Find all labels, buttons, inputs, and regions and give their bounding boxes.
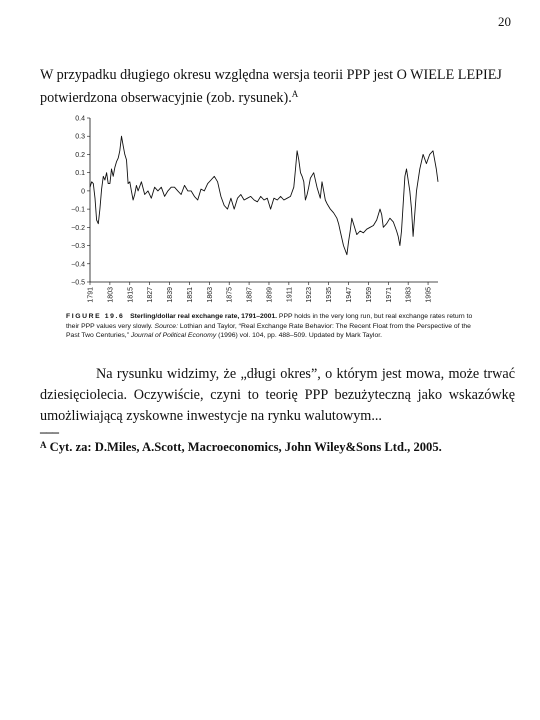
y-tick-label: 0.2 (75, 151, 85, 159)
y-tick-label: 0.3 (75, 133, 85, 141)
footnote-text: Cyt. za: D.Miles, A.Scott, Macroeconomics, John Wiley&Sons Ltd., 2005. (46, 440, 442, 454)
x-tick-label: 1875 (226, 287, 234, 303)
caption-text-3: (1996) vol. 104, pp. 488–509. Updated by Mark Taylor. (216, 332, 382, 339)
y-tick-label: −0.4 (71, 261, 85, 269)
x-tick-label: 1803 (107, 287, 115, 303)
footnote (40, 440, 520, 455)
figure (66, 110, 476, 358)
x-tick-label: 1827 (147, 287, 155, 303)
intro-text: W przypadku długiego okresu względna wersja teorii PPP jest O WIELE LEPIEJ potwierdzona obserwacyjnie (zob. rysunek). (40, 67, 502, 106)
intro-paragraph (40, 66, 520, 108)
caption-text-2: Lothian and Taylor, “Real Exchange Rate Behavior: The Recent Float from the Perspective of the Past Two Centuries,” (66, 322, 471, 339)
exchange-rate-chart (66, 110, 476, 310)
x-tick-label: 1791 (87, 287, 95, 303)
y-tick-label: −0.5 (71, 279, 85, 287)
footnote-mark: A (40, 440, 47, 450)
caption-text-1: PPP holds in the very long run, but real exchange rates return to their PPP values very slowly. (66, 313, 473, 330)
y-tick-label: 0.4 (75, 115, 85, 123)
y-tick-label: 0 (81, 188, 85, 196)
x-tick-label: 1839 (167, 287, 175, 303)
x-tick-label: 1851 (186, 287, 194, 303)
series-line (90, 136, 438, 255)
y-tick-label: −0.1 (71, 206, 85, 214)
page-number: 20 (498, 14, 511, 29)
figure-caption (66, 312, 476, 341)
x-tick-label: 1923 (306, 287, 314, 303)
x-tick-label: 1947 (346, 287, 354, 303)
footnote-ref: A (291, 89, 299, 99)
caption-title: Sterling/dollar real exchange rate, 1791–2001. (130, 313, 278, 320)
x-tick-label: 1971 (385, 287, 393, 303)
y-tick-label: −0.2 (71, 224, 85, 232)
x-tick-label: 1911 (286, 287, 294, 303)
footnote-separator: ––– (40, 425, 58, 440)
x-tick-label: 1863 (206, 287, 214, 303)
x-tick-label: 1899 (266, 287, 274, 303)
y-tick-label: −0.3 (71, 243, 85, 251)
body-paragraph: Na rysunku widzimy, że „długi okres”, o którym jest mowa, może trwać dziesięciolecia. Oczywiście, czyni to teorię PPP bezużyteczną jako wskazówkę umożliwiającą zyskowne inwestycje na rynku walutowym... (40, 366, 515, 424)
y-tick-label: 0.1 (75, 170, 85, 178)
caption-journal: Journal of Political Economy (130, 332, 217, 339)
x-tick-label: 1995 (425, 287, 433, 303)
x-tick-label: 1935 (326, 287, 334, 303)
x-tick-label: 1959 (365, 287, 373, 303)
x-tick-label: 1815 (127, 287, 135, 303)
x-tick-label: 1887 (246, 287, 254, 303)
caption-label: FIGURE 19.6 (66, 313, 125, 320)
x-tick-label: 1983 (405, 287, 413, 303)
caption-source-label: Source: (154, 322, 178, 330)
